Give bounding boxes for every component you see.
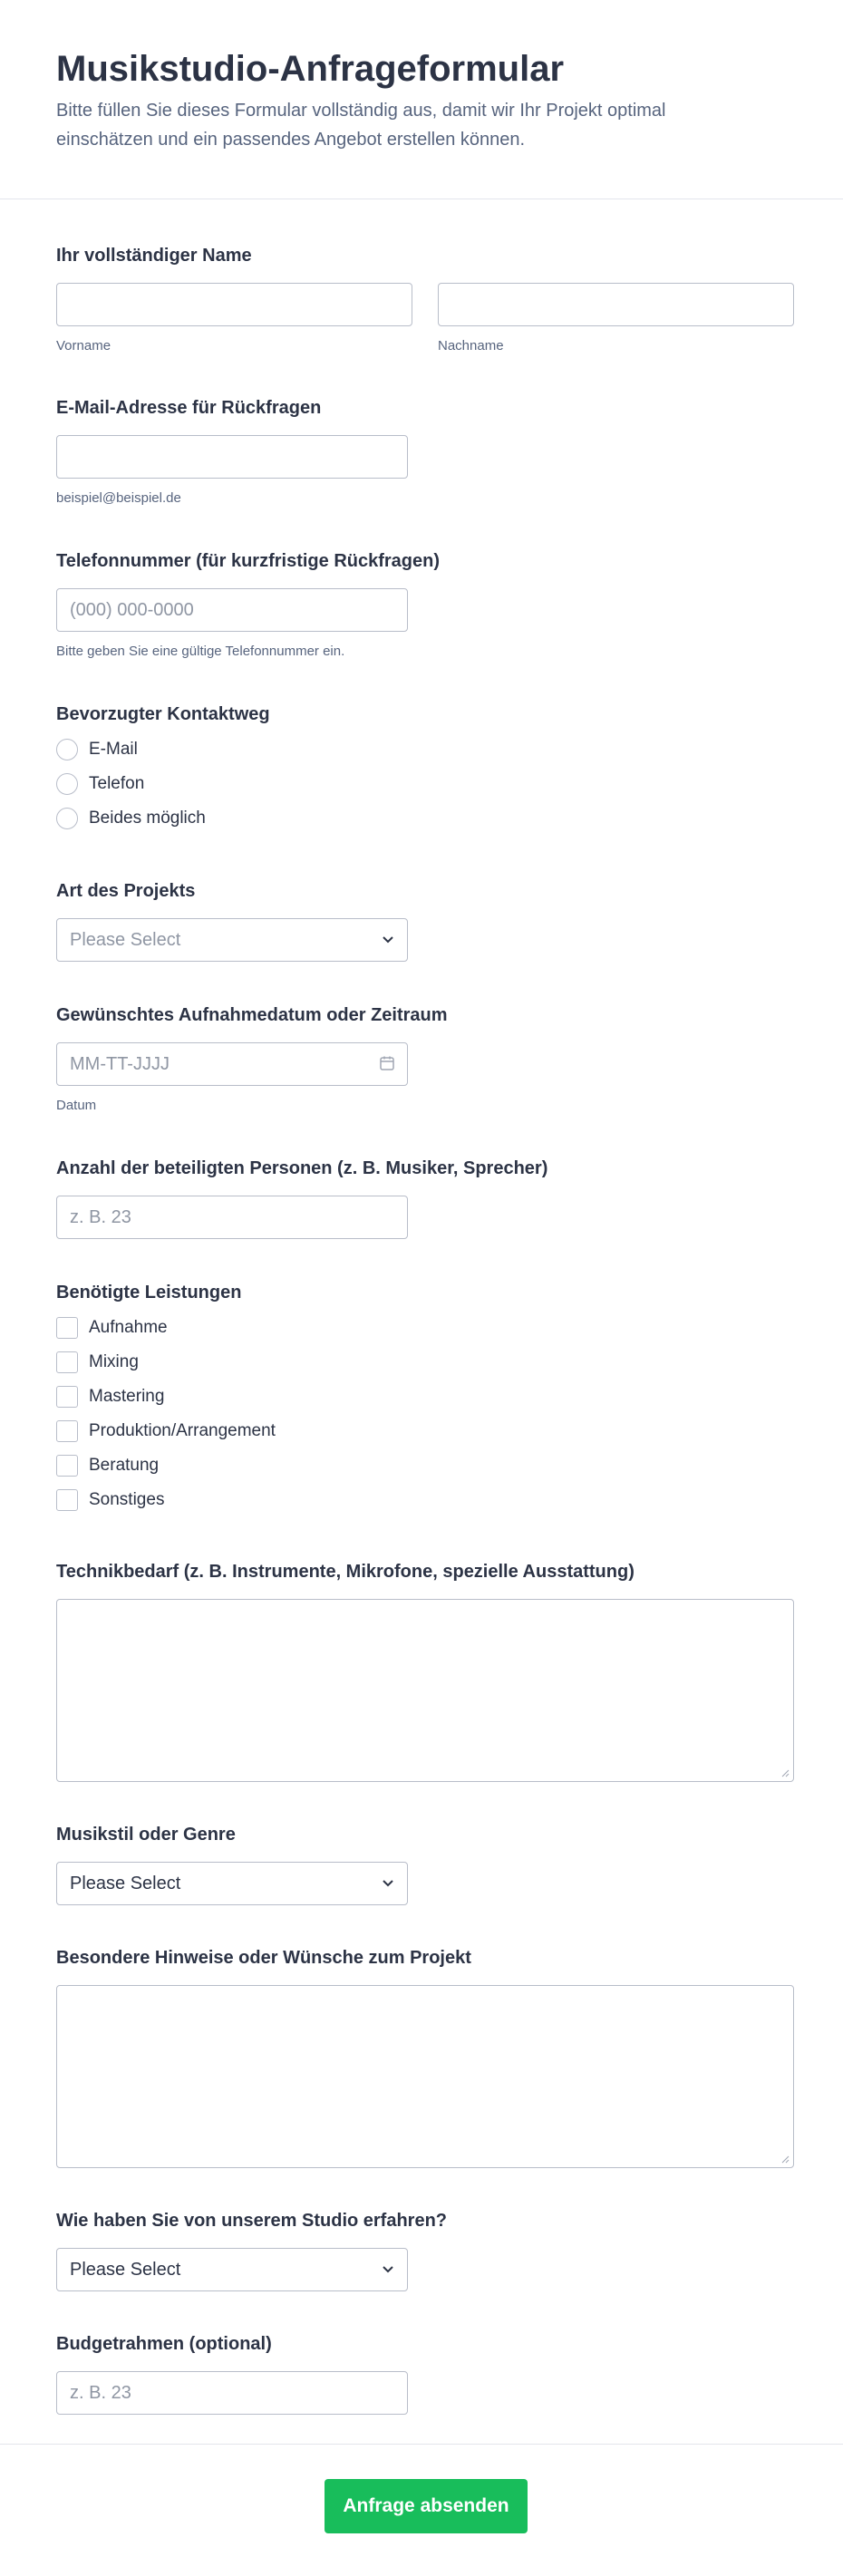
source-selected: Please Select (70, 2260, 181, 2280)
checkbox[interactable] (56, 1489, 78, 1511)
notes-label: Besondere Hinweise oder Wünsche zum Projekt (56, 1948, 471, 1968)
contact-option-label: Telefon (89, 774, 145, 793)
service-option-label: Beratung (89, 1456, 160, 1475)
first-name-group (56, 283, 412, 355)
resize-handle-icon[interactable] (780, 2155, 790, 2164)
project-type-field (56, 878, 787, 962)
date-field (56, 1002, 787, 1115)
contact-option-label: Beides möglich (89, 809, 206, 828)
notes-textarea[interactable] (56, 1985, 794, 2168)
name-row (56, 283, 787, 353)
phone-input[interactable] (56, 588, 408, 632)
phone-sublabel: Bitte geben Sie eine gültige Telefonnummer ein. (56, 644, 345, 659)
email-sublabel: beispiel@beispiel.de (56, 490, 181, 506)
name-label: Ihr vollständiger Name (56, 246, 252, 266)
project-type-selected: Please Select (70, 930, 181, 950)
source-label: Wie haben Sie von unserem Studio erfahren? (56, 2211, 448, 2231)
submit-button[interactable]: Anfrage absenden (325, 2479, 528, 2533)
persons-field (56, 1156, 787, 1239)
last-name-input[interactable] (438, 283, 794, 326)
chevron-down-icon (382, 935, 394, 945)
date-label: Gewünschtes Aufnahmedatum oder Zeitraum (56, 1005, 448, 1025)
project-type-label: Art des Projekts (56, 881, 196, 901)
chevron-down-icon (382, 2264, 394, 2275)
radio-button[interactable] (56, 739, 78, 760)
checkbox[interactable] (56, 1420, 78, 1442)
persons-input[interactable] (56, 1196, 408, 1239)
service-option-label: Produktion/Arrangement (89, 1421, 276, 1440)
chevron-down-icon (382, 1878, 394, 1889)
budget-field (56, 2331, 787, 2415)
service-option-production[interactable] (56, 1414, 787, 1448)
radio-button[interactable] (56, 808, 78, 829)
date-sublabel: Datum (56, 1098, 97, 1113)
service-option-label: Mastering (89, 1387, 165, 1406)
service-option-consulting[interactable] (56, 1448, 787, 1483)
checkbox[interactable] (56, 1386, 78, 1408)
genre-selected: Please Select (70, 1874, 181, 1893)
service-option-recording[interactable] (56, 1311, 787, 1345)
last-name-group (438, 283, 794, 355)
checkbox[interactable] (56, 1455, 78, 1477)
tech-label: Technikbedarf (z. B. Instrumente, Mikrofone, spezielle Ausstattung) (56, 1562, 635, 1582)
budget-input[interactable] (56, 2371, 408, 2415)
tech-field (56, 1559, 787, 1782)
phone-label: Telefonnummer (für kurzfristige Rückfragen) (56, 551, 441, 571)
first-name-input[interactable] (56, 283, 412, 326)
email-field (56, 395, 787, 508)
service-option-label: Mixing (89, 1352, 139, 1371)
calendar-icon[interactable] (379, 1055, 395, 1071)
contact-option-both[interactable] (56, 801, 787, 836)
form-header (0, 0, 843, 199)
form-title: Musikstudio-Anfrageformular (56, 49, 565, 89)
services-label: Benötigte Leistungen (56, 1283, 242, 1303)
contact-option-label: E-Mail (89, 740, 138, 759)
name-field (56, 243, 787, 353)
tech-textarea[interactable] (56, 1599, 794, 1782)
service-option-other[interactable] (56, 1483, 787, 1517)
date-input-wrap (56, 1042, 408, 1086)
service-option-mixing[interactable] (56, 1345, 787, 1380)
source-field (56, 2208, 787, 2291)
last-name-sublabel: Nachname (438, 338, 504, 353)
project-type-select[interactable] (56, 918, 408, 962)
email-input[interactable] (56, 435, 408, 479)
form-footer (0, 2444, 843, 2576)
source-select[interactable] (56, 2248, 408, 2291)
first-name-sublabel: Vorname (56, 338, 111, 353)
services-field (56, 1280, 787, 1517)
contact-options (56, 732, 787, 836)
genre-select[interactable] (56, 1862, 408, 1905)
contact-label: Bevorzugter Kontaktweg (56, 704, 270, 724)
service-option-label: Aufnahme (89, 1318, 168, 1337)
notes-field (56, 1945, 787, 2168)
service-option-mastering[interactable] (56, 1380, 787, 1414)
checkbox[interactable] (56, 1317, 78, 1339)
genre-label: Musikstil oder Genre (56, 1825, 236, 1845)
phone-field (56, 548, 787, 661)
email-label: E-Mail-Adresse für Rückfragen (56, 398, 322, 418)
services-options (56, 1311, 787, 1517)
contact-option-email[interactable] (56, 732, 787, 767)
budget-label: Budgetrahmen (optional) (56, 2334, 272, 2354)
resize-handle-icon[interactable] (780, 1768, 790, 1777)
date-input[interactable] (56, 1042, 408, 1086)
persons-label: Anzahl der beteiligten Personen (z. B. Musiker, Sprecher) (56, 1158, 548, 1178)
form-subtitle: Bitte füllen Sie dieses Formular vollständig aus, damit wir Ihr Projekt optimal einschätzen und ein passendes Angebot erstellen können. (56, 101, 666, 150)
checkbox[interactable] (56, 1351, 78, 1373)
service-option-label: Sonstiges (89, 1490, 165, 1509)
contact-option-phone[interactable] (56, 767, 787, 801)
contact-field (56, 702, 787, 836)
radio-button[interactable] (56, 773, 78, 795)
genre-field (56, 1822, 787, 1905)
